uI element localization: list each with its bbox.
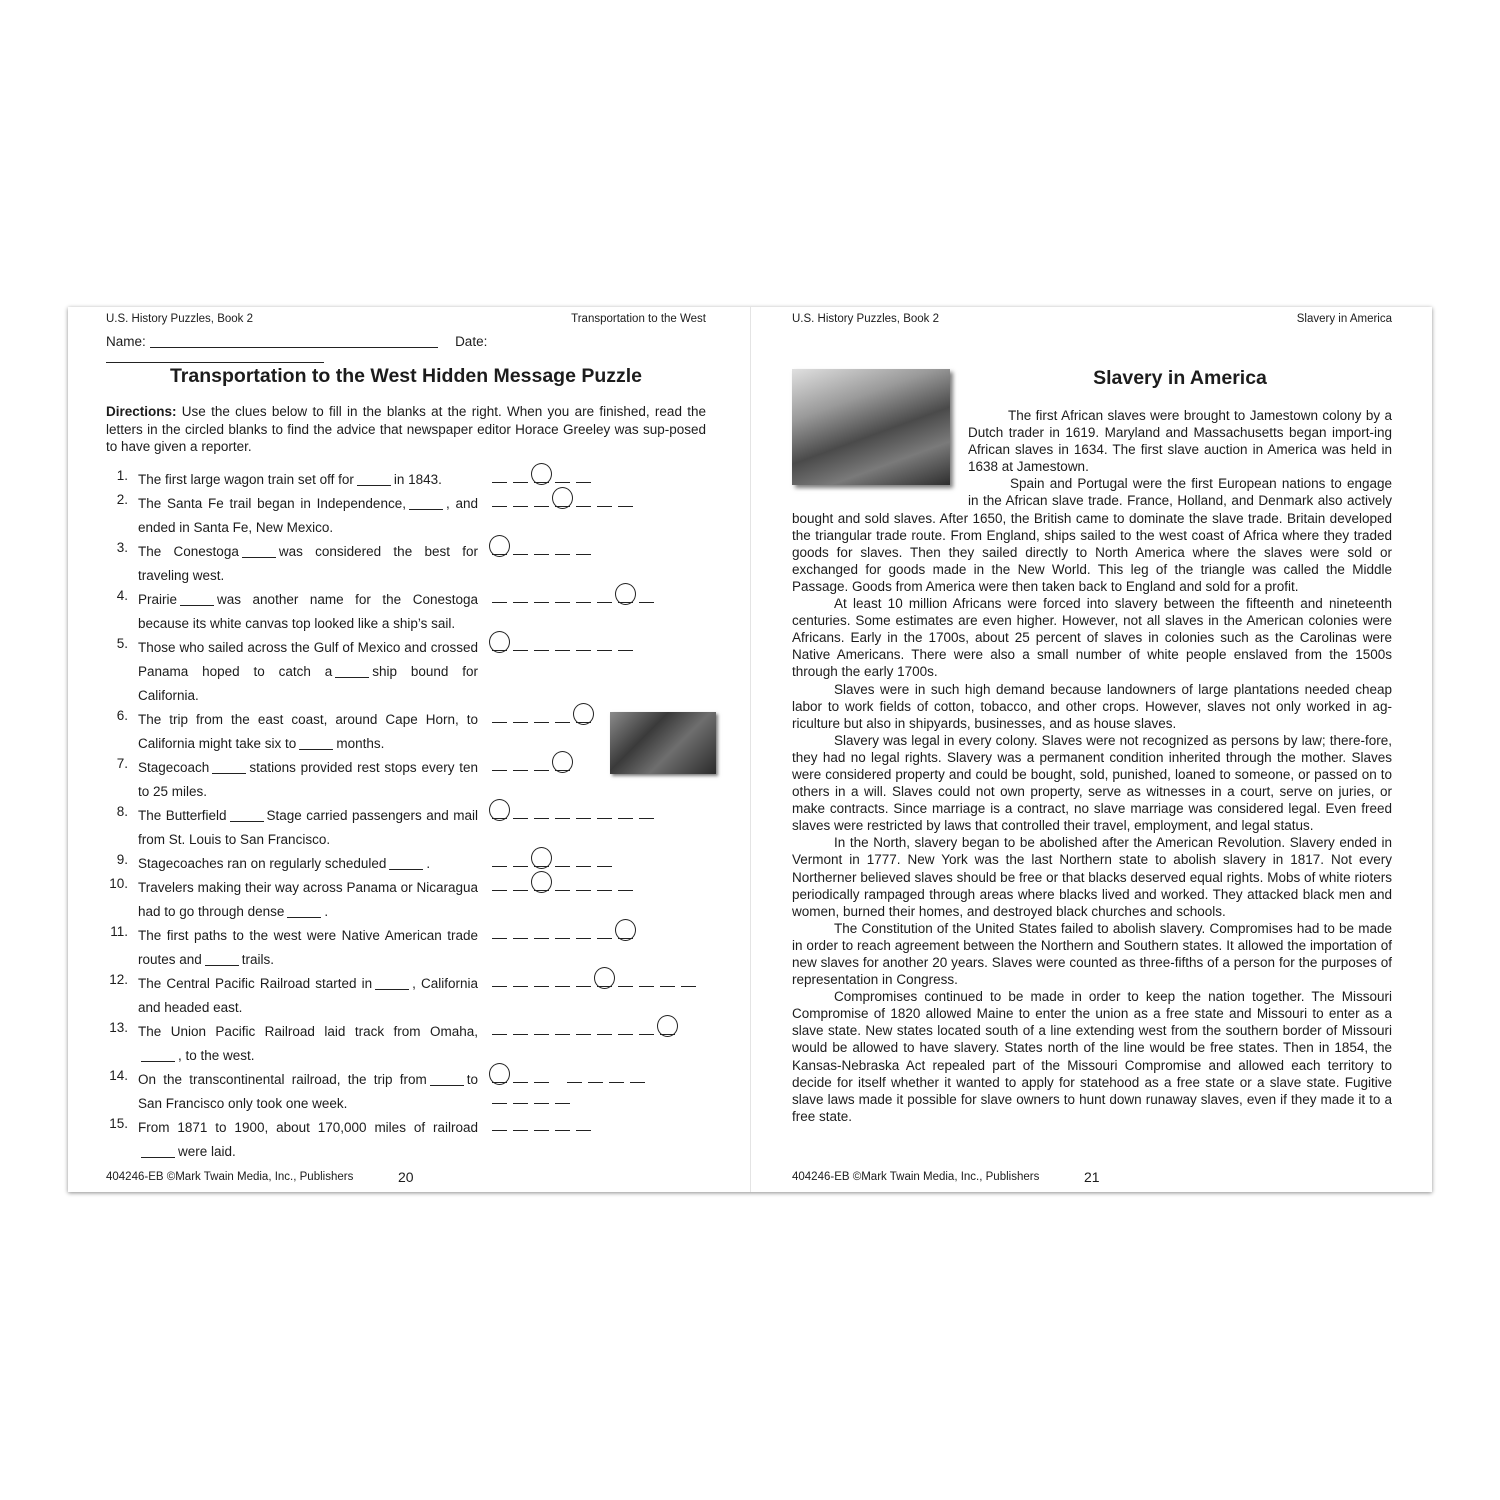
article-paragraph: Slavery was legal in every colony. Slaves were not recognized as persons by law; there-fore, they had no legal rights. Slavery was a permanent condition inherited through the mother. Slaves were considered property and could be bought, sold, punished, loaned to someone, or passed on to others in a will. Slaves could not own property, serve as witnesses in a court, serve on juries, or make contracts. Since marriage is a contract, no slave marriage was considered legal. Even freed slaves were restricted by laws that controlled their travel, employment, and legal status. — [792, 732, 1392, 834]
directions-label: Directions: — [106, 404, 177, 419]
answer-blank[interactable] — [639, 588, 654, 603]
answer-blank[interactable] — [555, 468, 570, 483]
clue-number: 6. — [116, 708, 128, 723]
answer-blanks — [492, 924, 639, 948]
answer-blank[interactable] — [513, 468, 528, 483]
article-paragraph: The first African slaves were brought to Jamestown colony by a Dutch trader in 1619. Maryland and Massachusetts began import-ing African slaves in 1634. The first slave auction in America was held in 1638 at Jamestown. — [968, 408, 1392, 475]
answer-blank[interactable] — [534, 708, 549, 723]
clue-text: From 1871 to 1900, about 170,000 miles of railroadwere laid. — [138, 1120, 478, 1159]
answer-blank[interactable] — [588, 1068, 603, 1083]
circled-answer-blank[interactable] — [576, 708, 591, 723]
inline-blank — [375, 977, 409, 990]
answer-blank[interactable] — [618, 972, 633, 987]
circled-answer-blank[interactable] — [597, 972, 612, 987]
answer-blank[interactable] — [555, 804, 570, 819]
inline-blank — [180, 593, 214, 606]
clue-text: Travelers making their way across Panama or Nicaragua had to go through dense . — [138, 880, 478, 919]
inline-blank — [409, 497, 443, 510]
answer-blank[interactable] — [597, 876, 612, 891]
answer-blank[interactable] — [597, 492, 612, 507]
puzzle-title: Transportation to the West Hidden Message Puzzle — [169, 365, 643, 387]
answer-blank[interactable] — [492, 1089, 507, 1104]
answer-blank[interactable] — [513, 1089, 528, 1104]
article-title: Slavery in America — [1093, 367, 1267, 389]
inline-blank — [141, 1145, 175, 1158]
answer-blank[interactable] — [513, 588, 528, 603]
answer-blank[interactable] — [492, 588, 507, 603]
directions — [106, 403, 706, 456]
answer-blanks — [492, 1020, 681, 1044]
answer-blank[interactable] — [576, 876, 591, 891]
clue-text: Stagecoach stations provided rest stops every ten to 25 miles. — [138, 760, 478, 799]
answer-blank[interactable] — [534, 972, 549, 987]
article-paragraph: Spain and Portugal were the first European nations to engage in the African slave trade. France, Holland, and Denmark also actively bought and sold slaves. After 1650, the British came to dominate the slave trade. Britain developed the triangular trade route. From England, ships sailed to the west coast of Africa where they traded goods for slaves. Then they sailed directly to North America where the slaves were sold or exchanged for goods made in the New World. This leg of the triangle was called the Middle Passage. Goods from America were then taken back to England and sold for a profit. — [792, 476, 1392, 594]
clue-number: 8. — [116, 804, 128, 819]
answer-blank[interactable] — [492, 492, 507, 507]
inline-blank — [299, 737, 333, 750]
answer-blank[interactable] — [576, 1116, 591, 1131]
footer: 404246-EB ©Mark Twain Media, Inc., Publishers — [792, 1171, 1040, 1183]
inline-blank — [430, 1073, 464, 1086]
clue-text: The Santa Fe trail began in Independence, , and ended in Santa Fe, New Mexico. — [138, 496, 478, 535]
clue-number: 10. — [109, 876, 128, 891]
answer-blank[interactable] — [555, 972, 570, 987]
answer-blanks — [492, 1116, 597, 1140]
clue-text: The Central Pacific Railroad started in , California and headed east. — [138, 976, 478, 1015]
answer-blank[interactable] — [513, 492, 528, 507]
answer-blank[interactable] — [534, 540, 549, 555]
page-number: 21 — [1084, 1169, 1100, 1185]
clue-number: 9. — [116, 852, 128, 867]
answer-blank[interactable] — [576, 492, 591, 507]
article-paragraph: Slaves were in such high demand because landowners of large plantations needed cheap labor to work fields of cotton, tobacco, and other crops. However, slaves not only worked in ag-riculture but also in shipyards, businesses, and as house slaves. — [792, 681, 1392, 731]
answer-blank[interactable] — [492, 708, 507, 723]
book-title: U.S. History Puzzles, Book 2 — [792, 313, 939, 325]
answer-blank[interactable] — [513, 1068, 528, 1083]
clue-text: The Union Pacific Railroad laid track from Omaha,, to the west. — [138, 1024, 478, 1063]
answer-blank[interactable] — [639, 972, 654, 987]
answer-blank[interactable] — [618, 636, 633, 651]
circled-answer-blank[interactable] — [492, 540, 507, 555]
answer-blank[interactable] — [576, 924, 591, 939]
answer-blank[interactable] — [555, 1116, 570, 1131]
answer-blank[interactable] — [576, 468, 591, 483]
clue-number: 7. — [116, 756, 128, 771]
answer-blank[interactable] — [555, 924, 570, 939]
answer-blank[interactable] — [534, 804, 549, 819]
answer-blanks — [492, 876, 639, 900]
answer-blank[interactable] — [492, 852, 507, 867]
clue-number: 14. — [109, 1068, 128, 1083]
clue-number: 13. — [109, 1020, 128, 1035]
clue-text: Prairie was another name for the Conestoga because its white canvas top looked like a ship’s sail. — [138, 592, 478, 631]
circled-answer-blank[interactable] — [660, 1020, 675, 1035]
answer-blank[interactable] — [639, 804, 654, 819]
clue-number: 12. — [109, 972, 128, 987]
inline-blank — [242, 545, 276, 558]
inline-blank — [141, 1049, 175, 1062]
answer-blanks — [492, 588, 660, 612]
clue-number: 4. — [116, 588, 128, 603]
answer-blank[interactable] — [660, 972, 675, 987]
article-paragraph: The Constitution of the United States failed to abolish slavery. Compromises had to be made in order to reach agreement between the Northern and Southern states. It allowed the importation of new slaves for another 20 years. Slaves were counted as three-fifths of a person for the purposes of representation in Congress. — [792, 920, 1392, 988]
circled-answer-blank[interactable] — [555, 756, 570, 771]
answer-blank[interactable] — [597, 924, 612, 939]
circled-answer-blank[interactable] — [492, 804, 507, 819]
answer-blanks — [492, 708, 597, 732]
circled-answer-blank[interactable] — [618, 924, 633, 939]
answer-blank[interactable] — [513, 924, 528, 939]
answer-blank[interactable] — [513, 804, 528, 819]
answer-blank[interactable] — [492, 924, 507, 939]
page-number: 20 — [398, 1169, 414, 1185]
book-spread — [68, 307, 1432, 1192]
clue-text: Those who sailed across the Gulf of Mexico and crossed Panama hoped to catch a ship bound for California. — [138, 640, 479, 703]
name-field[interactable] — [150, 334, 438, 348]
answer-blank[interactable] — [513, 540, 528, 555]
answer-blank[interactable] — [609, 1068, 624, 1083]
answer-blank[interactable] — [534, 1116, 549, 1131]
answer-blank[interactable] — [513, 756, 528, 771]
section-title: Slavery in America — [1296, 313, 1392, 325]
answer-blanks — [492, 468, 597, 492]
date-label: Date: — [455, 334, 488, 349]
answer-blank[interactable] — [576, 636, 591, 651]
circled-answer-blank[interactable] — [534, 468, 549, 483]
answer-blank[interactable] — [534, 924, 549, 939]
clue-text: On the transcontinental railroad, the trip from to San Francisco only took one week. — [138, 1072, 478, 1111]
answer-blank[interactable] — [555, 852, 570, 867]
circled-answer-blank[interactable] — [492, 636, 507, 651]
date-field[interactable] — [106, 349, 324, 363]
name-label: Name: — [106, 334, 146, 349]
directions-text: Use the clues below to fill in the blanks at the right. When you are finished, read the letters in the circled blanks to find the advice that newspaper editor Horace Greeley was sup-posed to have given a reporter. — [106, 404, 706, 454]
answer-blank[interactable] — [492, 876, 507, 891]
answer-blanks — [492, 804, 660, 828]
answer-blank[interactable] — [576, 804, 591, 819]
article-paragraph: Compromises continued to be made in order to keep the nation together. The Missouri Compromise of 1820 allowed Maine to enter the union as a free state and Missouri to enter as a slave state. New states located south of a line extending west from the southern border of Missouri would be allowed to have slavery. States north of the line would be free states. Then in 1854, the Kansas-Nebraska Act repealed part of the Missouri Compromise and allowed each territory to decide for itself whether it wanted to apply for statehood as a free state or a slave state. Fugitive slave laws made it possible for slave owners to hunt down runaway slaves, even if they made it to a free state. — [792, 989, 1392, 1124]
answer-blank[interactable] — [597, 588, 612, 603]
clue-number: 1. — [116, 468, 128, 483]
answer-blanks — [492, 972, 702, 996]
clue-text: The first large wagon train set off for in 1843. — [138, 472, 442, 487]
clue-number: 3. — [116, 540, 128, 555]
answer-blank[interactable] — [534, 636, 549, 651]
answer-blank[interactable] — [492, 1116, 507, 1131]
answer-blanks — [492, 540, 597, 564]
answer-blank[interactable] — [618, 492, 633, 507]
answer-blank[interactable] — [597, 804, 612, 819]
answer-blank[interactable] — [639, 1020, 654, 1035]
circled-answer-blank[interactable] — [534, 852, 549, 867]
clue-text: The trip from the east coast, around Cape Horn, to California might take six to months. — [138, 712, 478, 751]
answer-blank[interactable] — [534, 1020, 549, 1035]
answer-blank[interactable] — [630, 1068, 645, 1083]
answer-blanks — [492, 756, 576, 780]
answer-blanks — [492, 1068, 651, 1092]
answer-blank[interactable] — [576, 1020, 591, 1035]
answer-blank[interactable] — [576, 588, 591, 603]
answer-blank[interactable] — [534, 588, 549, 603]
article-body — [792, 407, 1392, 1125]
clue-number: 15. — [109, 1116, 128, 1131]
answer-blank[interactable] — [492, 468, 507, 483]
answer-blanks — [492, 852, 618, 876]
answer-blank[interactable] — [534, 492, 549, 507]
answer-blank[interactable] — [681, 972, 696, 987]
circled-answer-blank[interactable] — [618, 588, 633, 603]
answer-blank[interactable] — [513, 1020, 528, 1035]
clue-number: 11. — [110, 924, 128, 939]
answer-blank[interactable] — [597, 636, 612, 651]
inline-blank — [335, 665, 369, 678]
answer-blank[interactable] — [567, 1068, 582, 1083]
footer: 404246-EB ©Mark Twain Media, Inc., Publishers — [106, 1171, 354, 1183]
answer-blank[interactable] — [534, 1068, 549, 1083]
inline-blank — [212, 761, 246, 774]
answer-blank[interactable] — [597, 1020, 612, 1035]
clue-text: The first paths to the west were Native American trade routes and trails. — [138, 928, 478, 967]
inline-blank — [205, 953, 239, 966]
answer-blank[interactable] — [513, 708, 528, 723]
answer-blank[interactable] — [618, 876, 633, 891]
answer-blank[interactable] — [513, 876, 528, 891]
answer-blank[interactable] — [492, 1020, 507, 1035]
answer-blank[interactable] — [555, 636, 570, 651]
inline-blank — [357, 473, 391, 486]
clue-text: The Conestoga was considered the best for traveling west. — [138, 544, 479, 583]
answer-blanks — [492, 492, 639, 516]
clue-text: Stagecoaches ran on regularly scheduled . — [138, 856, 431, 871]
answer-blank[interactable] — [534, 756, 549, 771]
answer-blank[interactable] — [597, 852, 612, 867]
running-header — [792, 313, 1392, 325]
answer-blank[interactable] — [513, 1116, 528, 1131]
answer-blank[interactable] — [576, 972, 591, 987]
answer-blank[interactable] — [534, 1089, 549, 1104]
name-date-line — [106, 334, 706, 364]
circled-answer-blank[interactable] — [534, 876, 549, 891]
inline-blank — [389, 857, 423, 870]
circled-answer-blank[interactable] — [492, 1068, 507, 1083]
clue-number: 2. — [116, 492, 128, 507]
article-paragraph: At least 10 million Africans were forced into slavery between the fifteenth and nineteenth centuries. Some estimates are even higher. However, not all slaves in the American colonies were Africans. Early in the 1700s, about 25 percent of slaves in colonies such as the Carolinas were Native Americans. There were also a small number of white people enslaved from the 1500s through the early 1700s. — [792, 596, 1392, 680]
answer-blank[interactable] — [513, 852, 528, 867]
answer-blank[interactable] — [555, 1089, 570, 1104]
answer-blank[interactable] — [555, 708, 570, 723]
clue-text: The Butterfield Stage carried passengers and mail from St. Louis to San Francisco. — [138, 808, 478, 847]
answer-blank[interactable] — [618, 804, 633, 819]
answer-blank[interactable] — [492, 756, 507, 771]
answer-blank[interactable] — [555, 876, 570, 891]
circled-answer-blank[interactable] — [555, 492, 570, 507]
answer-blanks — [492, 636, 639, 660]
article-paragraph: In the North, slavery began to be abolished after the American Revolution. Slavery ended in Vermont in 1777. New York was the last Northern state to abolish slavery in 1817. Not every Northerner believed slaves should be free or that blacks deserved equal rights. Mobs of white rioters periodically rampaged through areas where blacks lived and worked. They attacked black men and women, burned their homes, and destroyed black churches and schools. — [792, 835, 1392, 919]
answer-blank[interactable] — [513, 636, 528, 651]
section-title: Transportation to the West — [571, 313, 706, 325]
right-page — [792, 307, 1392, 1192]
answer-blank[interactable] — [555, 540, 570, 555]
book-title: U.S. History Puzzles, Book 2 — [106, 313, 253, 325]
inline-blank — [230, 809, 264, 822]
clue-number: 5. — [116, 636, 128, 651]
answer-blank[interactable] — [618, 1020, 633, 1035]
answer-blank[interactable] — [513, 972, 528, 987]
wagon-illustration — [610, 712, 716, 774]
answer-blank[interactable] — [576, 540, 591, 555]
running-header — [106, 313, 706, 325]
answer-blank[interactable] — [576, 852, 591, 867]
answer-blank[interactable] — [492, 972, 507, 987]
answer-blank[interactable] — [555, 588, 570, 603]
inline-blank — [287, 905, 321, 918]
left-page — [106, 307, 706, 1192]
page-gutter — [750, 307, 751, 1192]
answer-blank[interactable] — [555, 1020, 570, 1035]
